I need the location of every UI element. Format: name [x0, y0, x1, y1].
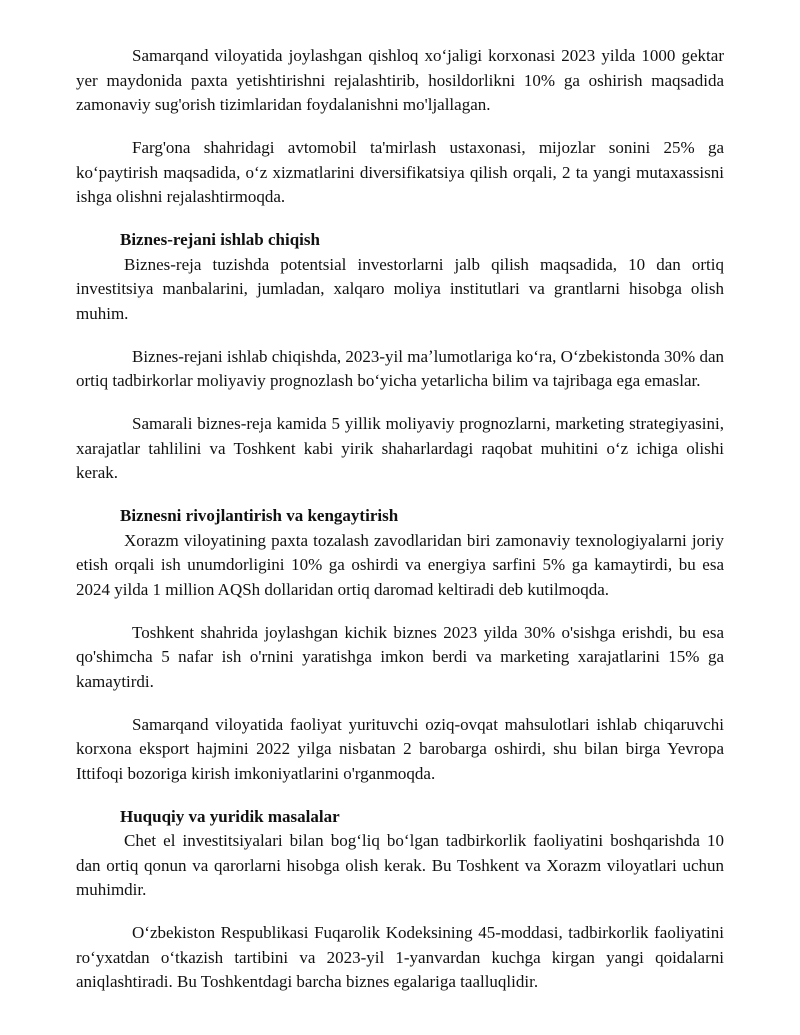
paragraph: Samarqand viloyatida faoliyat yurituvchi oziq-ovqat mahsulotlari ishlab chiqaruvchi korxona eksport hajmini 2022 yilga nisbatan 2 barobarga oshirdi, shu bilan birga Yevropa Ittifoqi bozoriga kirish imkoniyatlarini o'rganmoqda.	[76, 714, 724, 783]
intro-section	[76, 44, 724, 210]
paragraph: Xorazm viloyatining paxta tozalash zavodlaridan biri zamonaviy texnologiyalarni joriy etish orqali ish unumdorligini 10% ga oshirdi va energiya sarfini 5% ga kamaytirdi, bu esa 2024 yilda 1 million AQSh dollaridan ortiq daromad keltiradi deb kutilmoqda.	[76, 530, 724, 599]
paragraph: Samarqand viloyatida joylashgan qishloq xoʻjaligi korxonasi 2023 yilda 1000 gektar yer maydonida paxta yetishtirishni rejalashtirib, hosildorlikni 10% ga oshirish maqsadida zamonaviy sug'orish tizimlaridan foydalanishni mo'ljallagan.	[76, 46, 724, 114]
paragraph: Samarali biznes-reja kamida 5 yillik moliyaviy prognozlarni, marketing strategiyasini, xarajatlar tahlilini va Toshkent kabi yirik shaharlardagi raqobat muhitini oʻz ichiga olishi kerak.	[76, 414, 724, 482]
paragraph: Toshkent shahrida joylashgan kichik biznes 2023 yilda 30% o'sishga erishdi, bu esa qo'shimcha 5 nafar ish o'rnini yaratishga imkon berdi va marketing xarajatlarini 15% ga kamaytirdi.	[76, 622, 724, 691]
business-plan-section	[76, 228, 724, 486]
paragraph: Oʻzbekiston Respublikasi Fuqarolik Kodeksining 45-moddasi, tadbirkorlik faoliyatini roʻyxatdan oʻtkazish tartibini va 2023-yil 1-yanvardan kuchga kirgan yangi qoidalarni aniqlashtiradi. Bu Toshkentdagi barcha biznes egalariga taalluqlidir.	[76, 923, 724, 991]
paragraph: Farg'ona shahridagi avtomobil ta'mirlash ustaxonasi, mijozlar sonini 25% ga koʻpaytirish maqsadida, oʻz xizmatlarini diversifikatsiya qilish orqali, 2 ta yangi mutaxassisni ishga olishni rejalashtirmoqda.	[76, 138, 724, 206]
paragraph: Chet el investitsiyalari bilan bogʻliq boʻlgan tadbirkorlik faoliyatini boshqarishda 10 dan ortiq qonun va qarorlarni hisobga olish kerak. Bu Toshkent va Xorazm viloyatlari uchun muhimdir.	[76, 831, 724, 899]
section-heading: Biznes-rejani ishlab chiqish	[120, 230, 320, 249]
legal-section	[76, 805, 724, 995]
section-heading: Huquqiy va yuridik masalalar	[120, 806, 340, 826]
business-growth-section	[76, 504, 724, 786]
paragraph: Biznes-rejani ishlab chiqishda, 2023-yil maʼlumotlariga koʻra, Oʻzbekistonda 30% dan ortiq tadbirkorlar moliyaviy prognozlash boʻyicha yetarlicha bilim va tajribaga ega emaslar.	[76, 346, 725, 390]
paragraph: Biznes-reja tuzishda potentsial investorlarni jalb qilish maqsadida, 10 dan ortiq investitsiya manbalarini, jumladan, xalqaro moliya institutlari va grantlarni hisobga olish muhim.	[76, 254, 724, 323]
section-heading: Biznesni rivojlantirish va kengaytirish	[120, 506, 399, 525]
document-page	[76, 44, 724, 1013]
